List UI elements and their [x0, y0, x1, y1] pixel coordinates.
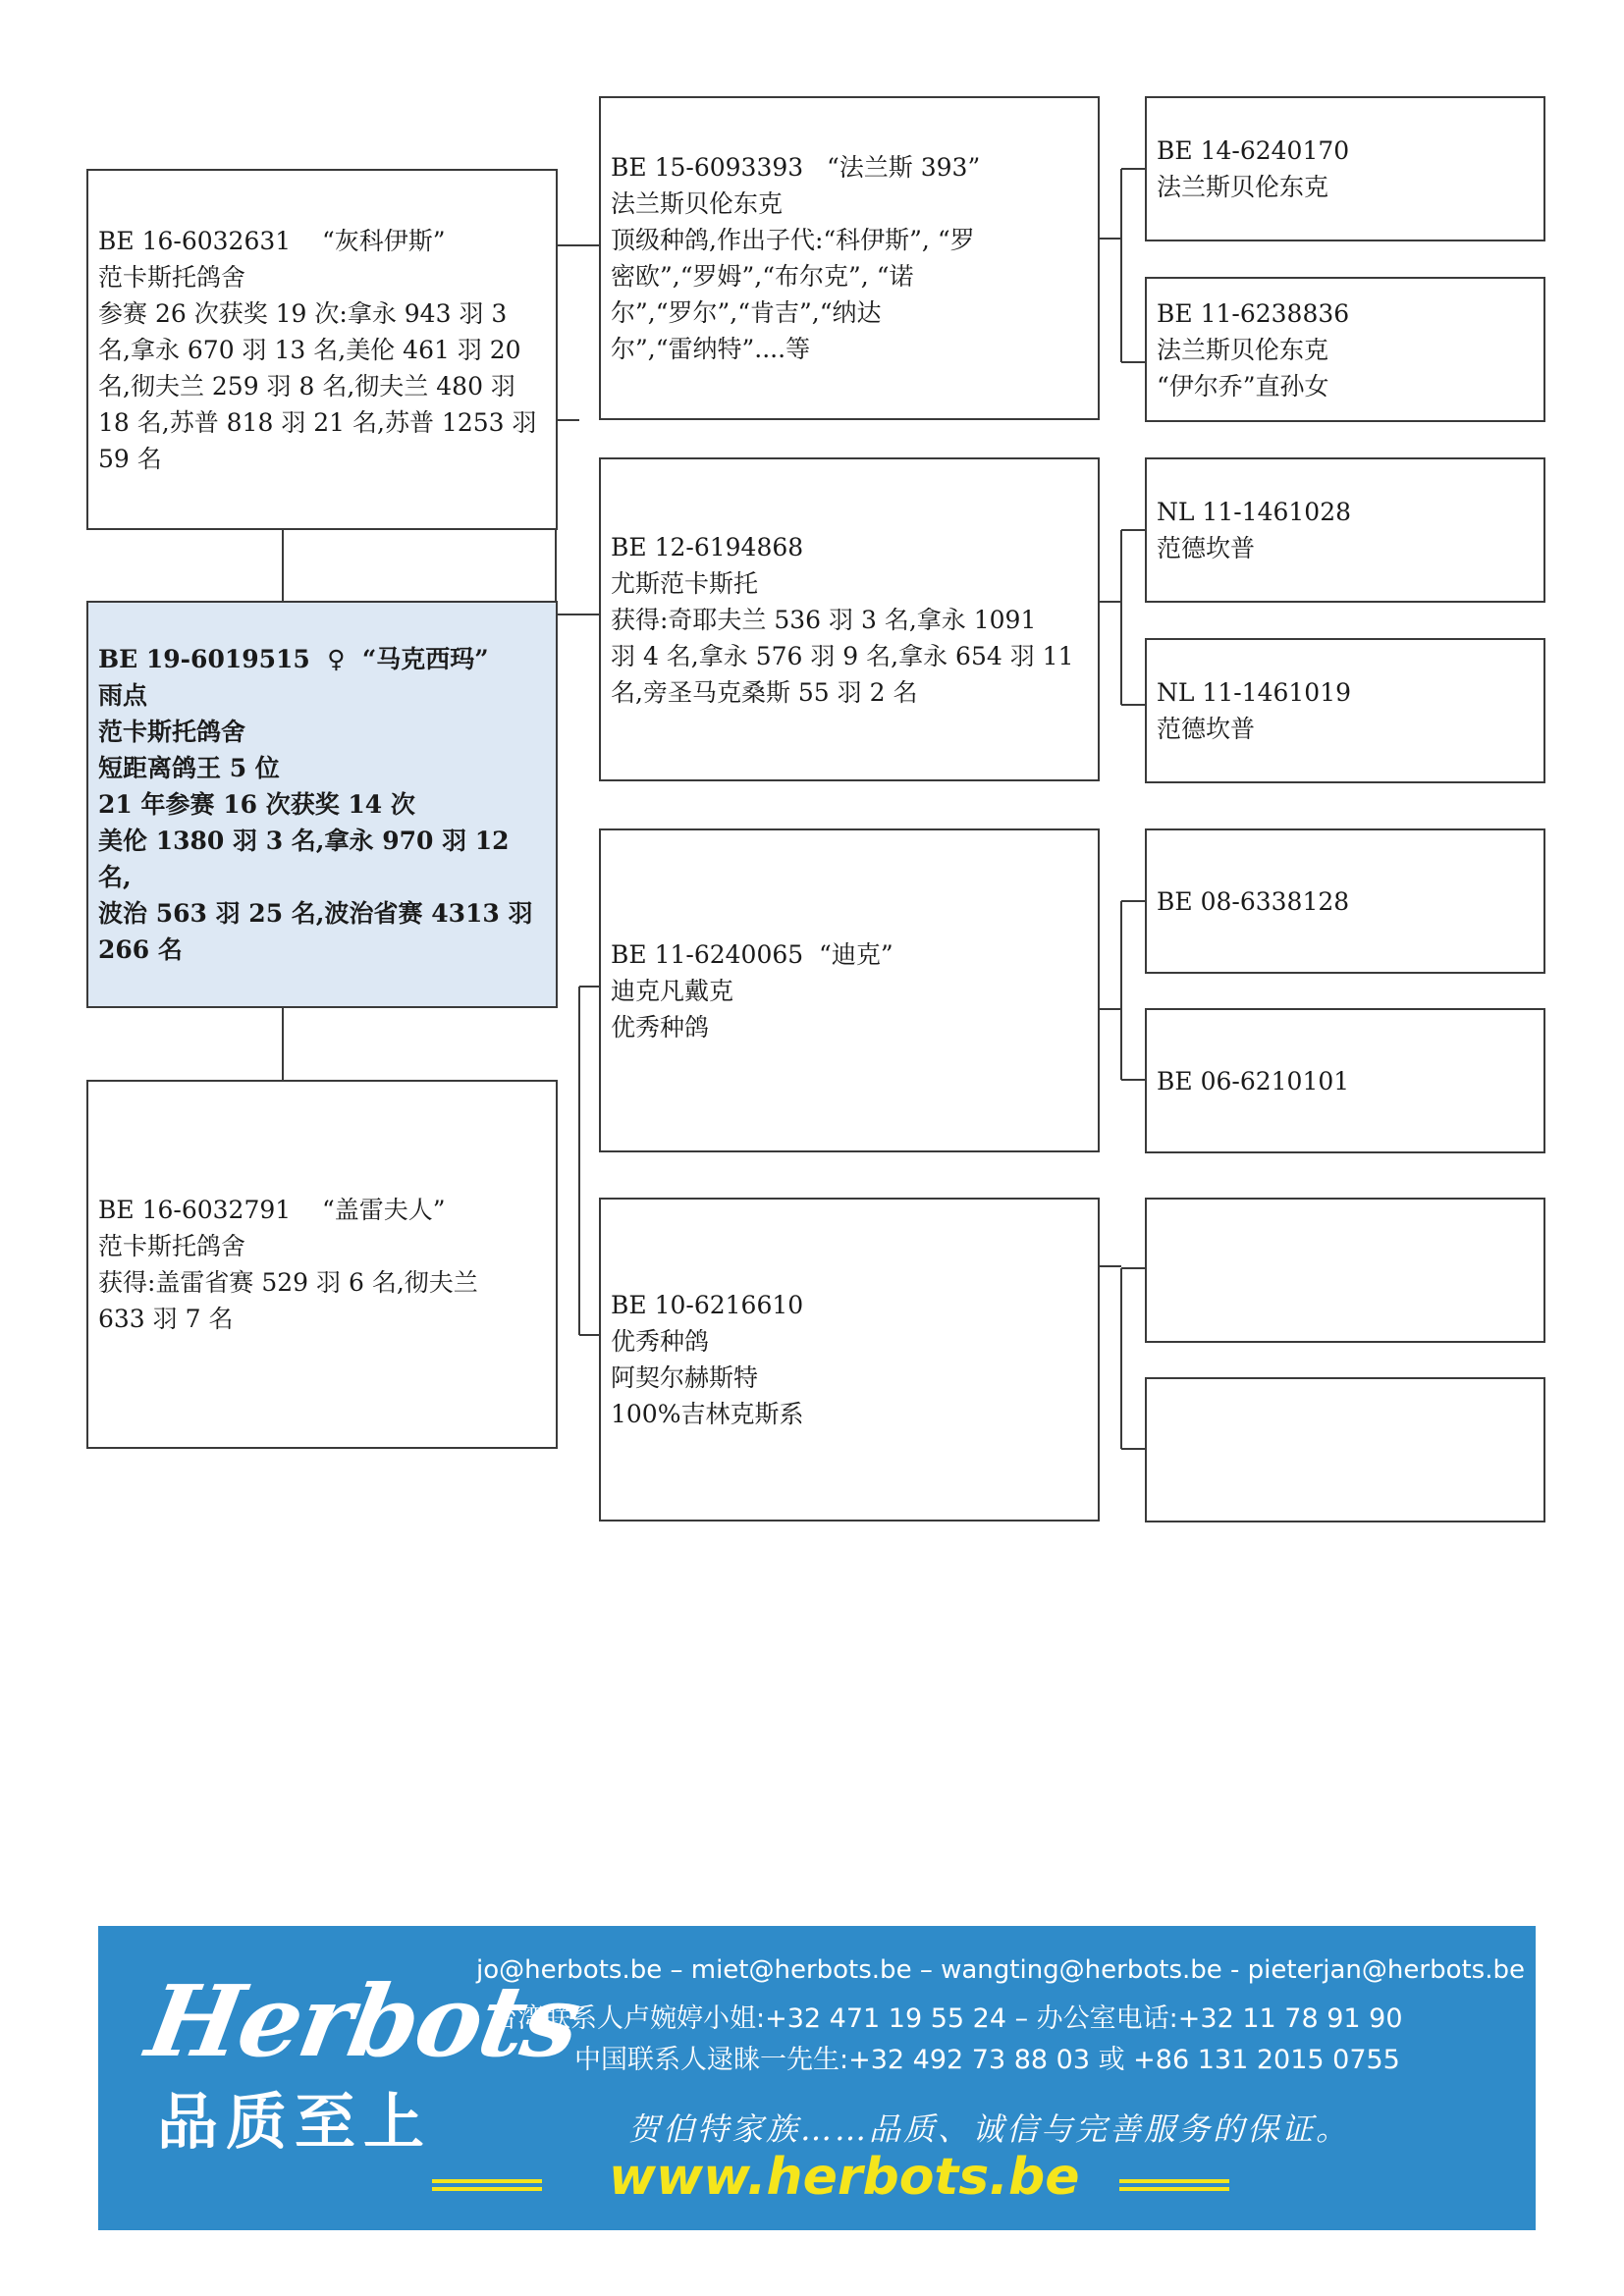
card-line: 羽 4 名,拿永 576 羽 9 名,拿永 654 羽 11 [611, 641, 1074, 670]
ggp-card-1 [1145, 96, 1545, 241]
divider-right-2 [1119, 2187, 1229, 2191]
card-line: BE 14-6240170 [1157, 136, 1350, 165]
card-line: 名,旁圣马克桑斯 55 羽 2 名 [611, 677, 918, 707]
card-line: 范卡斯托鸽舍 [98, 718, 246, 746]
card-line: BE 08-6338128 [1157, 886, 1350, 916]
subject-card [86, 601, 558, 1008]
grandsire-paternal-card [599, 96, 1100, 420]
card-line: BE 19-6019515 ♀ “马克西玛” [98, 645, 489, 673]
card-line: 266 名 [98, 935, 183, 964]
contact-emails[interactable]: jo@herbots.be – miet@herbots.be – wangting@herbots.be - pieterjan@herbots.be [476, 1955, 1525, 1985]
slogan: 品质至上 [157, 2086, 433, 2158]
card-line: 633 羽 7 名 [98, 1305, 234, 1333]
tagline: 贺伯特家族……品质、诚信与完善服务的保证。 [628, 2110, 1351, 2148]
card-line: 18 名,苏普 818 羽 21 名,苏普 1253 羽 [98, 407, 537, 437]
card-line: 名,拿永 670 羽 13 名,美伦 461 羽 20 [98, 335, 521, 364]
card-line: 雨点 [98, 681, 148, 710]
card-line: 法兰斯贝伦东克 [611, 189, 784, 218]
card-line: 尤斯范卡斯托 [611, 568, 759, 598]
divider-left-2 [432, 2187, 542, 2191]
card-line: NL 11-1461019 [1157, 678, 1352, 707]
card-line: 名,彻夫兰 259 羽 8 名,彻夫兰 480 羽 [98, 371, 515, 400]
card-line: 尔”,“雷纳特”....等 [611, 335, 811, 363]
ggp-card-8 [1145, 1377, 1545, 1522]
card-line: 范卡斯托鸽舍 [98, 262, 246, 292]
card-line: 范德坎普 [1157, 534, 1256, 562]
card-line: BE 11-6238836 [1157, 298, 1350, 328]
card-line: “伊尔乔”直孙女 [1157, 371, 1329, 400]
card-line: 短距离鸽王 5 位 [98, 754, 280, 782]
card-line: BE 11-6240065 “迪克” [611, 939, 893, 969]
ggp-card-2 [1145, 277, 1545, 422]
card-line: 参赛 26 次获奖 19 次:拿永 943 羽 3 [98, 298, 508, 328]
card-line: 顶级种鸽,作出子代:“科伊斯”, “罗 [611, 226, 975, 254]
card-line: BE 06-6210101 [1157, 1066, 1350, 1095]
card-line: 21 年参赛 16 次获奖 14 次 [98, 790, 415, 819]
divider-left [432, 2179, 542, 2183]
card-line: NL 11-1461028 [1157, 498, 1352, 526]
card-line: 范卡斯托鸽舍 [98, 1232, 246, 1260]
card-line: 法兰斯贝伦东克 [1157, 173, 1329, 201]
contact-taiwan: 台湾联系人卢婉婷小姐:+32 471 19 55 24 – 办公室电话:+32 11 78 91 90 [491, 2003, 1403, 2034]
card-line: 波治 563 羽 25 名,波治省赛 4313 羽 [98, 899, 533, 928]
card-line: 阿契尔赫斯特 [611, 1363, 759, 1392]
card-line: 尔”,“罗尔”,“肯吉”,“纳达 [611, 298, 882, 327]
card-line: BE 15-6093393 “法兰斯 393” [611, 153, 981, 182]
card-line: BE 12-6194868 [611, 532, 804, 561]
card-line: 范德坎普 [1157, 715, 1256, 743]
card-line: 59 名 [98, 444, 162, 473]
card-line: BE 16-6032791 “盖雷夫人” [98, 1196, 446, 1224]
card-line: BE 16-6032631 “灰科伊斯” [98, 226, 446, 255]
card-line: 优秀种鸽 [611, 1327, 710, 1356]
card-line: 100%吉林克斯系 [611, 1400, 804, 1428]
ggp-card-6 [1145, 1008, 1545, 1153]
ggp-card-4 [1145, 638, 1545, 783]
ggp-card-5 [1145, 828, 1545, 974]
card-line: 法兰斯贝伦东克 [1157, 335, 1329, 364]
divider-right [1119, 2179, 1229, 2183]
card-line: 美伦 1380 羽 3 名,拿永 970 羽 12 名, [98, 827, 518, 891]
card-line: 优秀种鸽 [611, 1012, 710, 1041]
card-line: 获得:盖雷省赛 529 羽 6 名,彻夫兰 [98, 1268, 478, 1297]
granddam-maternal-card [599, 1198, 1100, 1522]
card-line: 密欧”,“罗姆”,“布尔克”, “诺 [611, 262, 914, 291]
grandsire-maternal-card [599, 828, 1100, 1152]
ggp-card-7 [1145, 1198, 1545, 1343]
website-link[interactable]: www.herbots.be [609, 2148, 1080, 2207]
granddam-paternal-card [599, 457, 1100, 781]
herbots-banner [98, 1926, 1536, 2230]
herbots-logo: Herbots [138, 1963, 588, 2079]
card-line: 迪克凡戴克 [611, 976, 734, 1005]
ggp-card-3 [1145, 457, 1545, 603]
dam-card [86, 1080, 558, 1449]
card-line: 获得:奇耶夫兰 536 羽 3 名,拿永 1091 [611, 605, 1037, 634]
contact-china: 中国联系人逯睐一先生:+32 492 73 88 03 或 +86 131 2015 0755 [574, 2045, 1400, 2075]
sire-card [86, 169, 558, 530]
card-line: BE 10-6216610 [611, 1291, 804, 1319]
